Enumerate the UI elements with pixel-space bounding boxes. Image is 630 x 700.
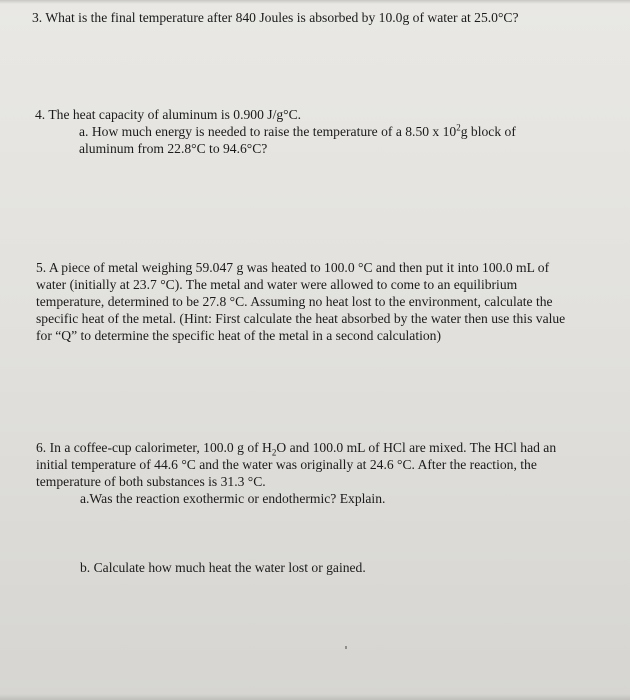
question-5-line: 5. A piece of metal weighing 59.047 g was heated to 100.0 °C and then put it into 100.0 mL of bbox=[36, 260, 550, 275]
question-4-stem: 4. The heat capacity of aluminum is 0.900 J/g°C. bbox=[35, 107, 302, 122]
question-5-line: water (initially at 23.7 °C). The metal and water were allowed to come to an equilibrium bbox=[36, 277, 518, 292]
question-5 bbox=[36, 259, 565, 344]
question-4a-text-end: g block of bbox=[460, 124, 516, 139]
question-6-subscript: 2 bbox=[271, 447, 277, 458]
question-6a: a.Was the reaction exothermic or endothermic? Explain. bbox=[80, 491, 386, 506]
page-top-shadow bbox=[0, 0, 630, 4]
question-6-line-2: initial temperature of 44.6 °C and the water was originally at 24.6 °C. After the reaction, the bbox=[36, 457, 537, 472]
question-6b bbox=[80, 559, 366, 576]
question-3-text: 3. What is the final temperature after 840 Joules is absorbed by 10.0g of water at 25.0°C? bbox=[32, 10, 519, 25]
pencil-mark bbox=[345, 646, 347, 649]
question-6b-text: b. Calculate how much heat the water lost or gained. bbox=[80, 560, 366, 575]
question-4a-text: a. How much energy is needed to raise the temperature of a 8.50 x 10 bbox=[79, 124, 457, 139]
question-4a-line-2: aluminum from 22.8°C to 94.6°C? bbox=[79, 141, 268, 156]
question-5-line: temperature, determined to be 27.8 °C. Assuming no heat lost to the environment, calculate the bbox=[36, 294, 553, 309]
question-6-text: 6. In a coffee-cup calorimeter, 100.0 g of H bbox=[36, 440, 272, 455]
question-5-line: specific heat of the metal. (Hint: First calculate the heat absorbed by the water then use this value bbox=[36, 311, 566, 326]
question-6-text-end: O and 100.0 mL of HCl are mixed. The HCl had an bbox=[276, 440, 557, 455]
question-3 bbox=[32, 9, 519, 26]
question-4a-exponent: 2 bbox=[456, 122, 461, 133]
question-6-line-3: temperature of both substances is 31.3 °C. bbox=[36, 474, 266, 489]
question-4a-line-1 bbox=[35, 123, 516, 140]
question-4 bbox=[35, 106, 516, 157]
question-6-line-1 bbox=[36, 439, 556, 456]
page-bottom-shadow bbox=[0, 694, 630, 700]
question-5-line: for “Q” to determine the specific heat of the metal in a second calculation) bbox=[36, 328, 441, 343]
question-6 bbox=[36, 439, 556, 507]
